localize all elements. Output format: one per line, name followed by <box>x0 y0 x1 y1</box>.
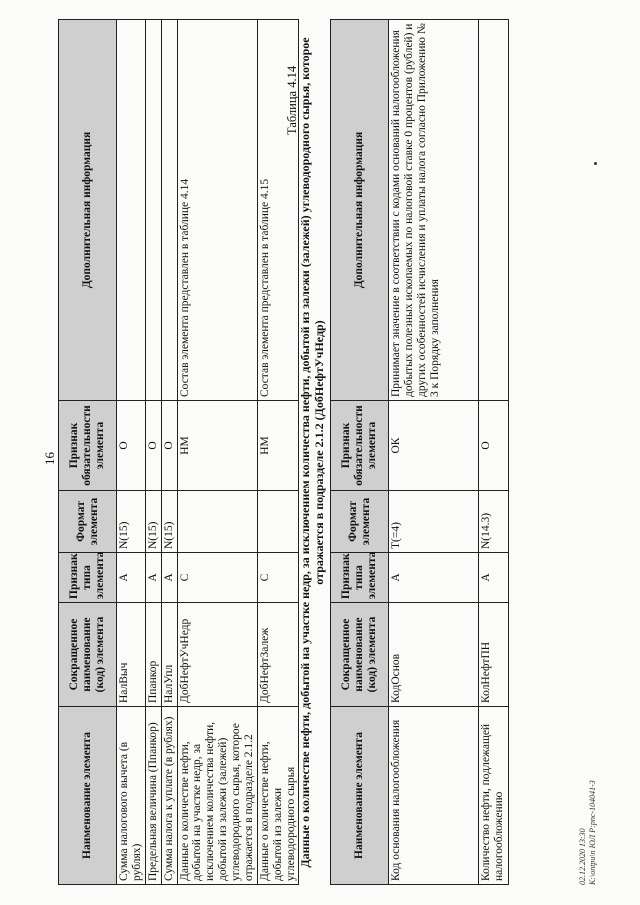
cell-info <box>479 20 509 401</box>
cell-format <box>257 491 299 553</box>
oil-data-table <box>330 19 509 885</box>
table-row <box>145 20 161 885</box>
col-header-info: Дополнительная информация <box>59 20 117 401</box>
cell-short: НалУпл <box>161 603 177 707</box>
cell-type: А <box>145 553 161 603</box>
cell-info <box>145 20 161 401</box>
cell-name: Данные о количестве нефти, добытой на участке недр, за исключением количества нефти, добытой из залежи (залежей) углеводородного сырья, которое отражается в подразделе 2.1.2 <box>177 707 257 885</box>
cell-short: Ппанкор <box>145 603 161 707</box>
cell-info: Состав элемента представлен в таблице 4.14 <box>177 20 257 401</box>
cell-name: Код основания налогообложения <box>389 707 479 885</box>
col-header-format: Формат элемента <box>59 491 117 553</box>
col-header-req: Признак обязательности элемента <box>59 401 117 491</box>
cell-type: С <box>177 553 257 603</box>
cell-short: ДобНефтУчНедр <box>177 603 257 707</box>
table-row <box>479 20 509 885</box>
col-header-format: Формат элемента <box>331 491 389 553</box>
cell-type: А <box>389 553 479 603</box>
cell-format <box>177 491 257 553</box>
cell-type: С <box>257 553 299 603</box>
cell-name: Сумма налогового вычета (в рублях) <box>117 707 146 885</box>
cell-format: N(14.3) <box>479 491 509 553</box>
col-header-short: Сокращенное наименование (код) элемента <box>59 603 117 707</box>
cell-req: О <box>161 401 177 491</box>
cell-name: Данные о количестве нефти, добытой из залежи углеводородного сырья <box>257 707 299 885</box>
page-number: 16 <box>42 452 57 465</box>
cell-req: ОК <box>389 401 479 491</box>
col-header-name: Наименование элемента <box>331 707 389 885</box>
col-header-type: Признак типа элемента <box>331 553 389 603</box>
col-header-info: Дополнительная информация <box>331 20 389 401</box>
cell-req: О <box>145 401 161 491</box>
cell-req: НМ <box>177 401 257 491</box>
cell-name: Сумма налога к уплате (в рублях) <box>161 707 177 885</box>
cell-name: Количество нефти, подлежащей налогообложению <box>479 707 509 885</box>
elements-table <box>58 19 299 885</box>
cell-format: N(15) <box>161 491 177 553</box>
cell-format: N(15) <box>117 491 146 553</box>
cell-format: T(=4) <box>389 491 479 553</box>
cell-req: О <box>117 401 146 491</box>
cell-info: Состав элемента представлен в таблице 4.15 <box>257 20 299 401</box>
cell-req: О <box>479 401 509 491</box>
scan-dot <box>594 162 597 165</box>
cell-short: ДобНефтЗалеж <box>257 603 299 707</box>
col-header-short: Сокращенное наименование (код) элемента <box>331 603 389 707</box>
print-footer <box>578 780 598 885</box>
cell-info <box>117 20 146 401</box>
table-row <box>389 20 479 885</box>
table-row <box>257 20 299 885</box>
footer-timestamp: 02.12.2020 13:30 <box>578 828 587 885</box>
footer-path: К:\ontpu\n ЮЛ Р:рпс-104041-3 <box>588 780 597 885</box>
col-header-name: Наименование элемента <box>59 707 117 885</box>
cell-info <box>161 20 177 401</box>
cell-info: Принимает значение в соответствии с кодами оснований налогообложения добытых полезных ископаемых по налоговой ставке 0 процентов (рублей) и других особенностей исчисления и уплаты налога согласно Приложению № 3 к Порядку заполнения <box>389 20 479 401</box>
table-row <box>117 20 146 885</box>
col-header-req: Признак обязательности элемента <box>331 401 389 491</box>
table-row <box>161 20 177 885</box>
cell-format: N(15) <box>145 491 161 553</box>
cell-name: Предельная величина (Ппанкор) <box>145 707 161 885</box>
cell-req: НМ <box>257 401 299 491</box>
cell-type: А <box>479 553 509 603</box>
col-header-type: Признак типа элемента <box>59 553 117 603</box>
cell-type: А <box>117 553 146 603</box>
table-heading: Данные о количестве нефти, добытой на участке недр, за исключением количества нефти, добытой из залежи (залежей) углеводородного сырья, которое отражается в подразделе 2.1.2 (ДобНефтУчНедр) <box>298 37 327 868</box>
cell-short: КодОснов <box>389 603 479 707</box>
cell-type: А <box>161 553 177 603</box>
cell-short: НалВыч <box>117 603 146 707</box>
table-row <box>177 20 257 885</box>
table-label: Таблица 4.14 <box>285 65 299 135</box>
cell-short: КолНефтПН <box>479 603 509 707</box>
